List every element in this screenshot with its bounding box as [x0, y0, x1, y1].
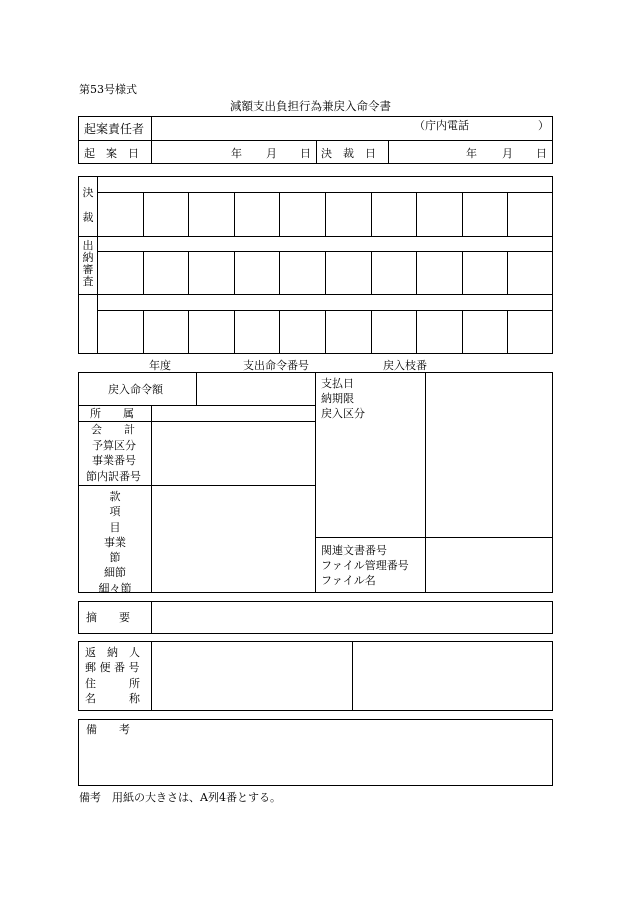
fiscal-year-label: 年度 [149, 359, 171, 372]
seal-cell[interactable] [98, 193, 142, 235]
seal-cell[interactable] [372, 311, 416, 353]
draft-month: 月 [266, 147, 277, 160]
phone-label: （庁内電話 [414, 119, 469, 132]
summary-field[interactable] [152, 602, 552, 633]
remarks-label: 備 考 [86, 723, 130, 736]
seal-cell[interactable] [508, 311, 552, 353]
seal-cell[interactable] [98, 252, 142, 293]
form-number: 第53号様式 [79, 83, 137, 96]
draft-date-label: 起 案 日 [84, 147, 139, 160]
budget-item-jigyou: 事業 [104, 535, 126, 549]
approval-section-divider-2 [78, 294, 553, 295]
form-title: 減額支出負担行為兼戻入命令書 [230, 99, 391, 113]
approval-section-divider-1 [78, 236, 553, 237]
seal-cell[interactable] [189, 193, 233, 235]
details-mid-divider [315, 372, 316, 593]
seal-cell[interactable] [235, 311, 279, 353]
returner-label: 返 納 人 [85, 646, 140, 659]
refund-branch-no-label: 戻入枝番 [383, 359, 427, 372]
seal-cell[interactable] [144, 252, 188, 293]
seal-cell[interactable] [463, 193, 507, 235]
department-label: 所 属 [90, 407, 134, 420]
seal-cell[interactable] [508, 193, 552, 235]
header-mid-divider [316, 140, 317, 164]
seal-cell[interactable] [326, 193, 370, 235]
seal-cell[interactable] [144, 193, 188, 235]
drafter-label: 起案責任者 [84, 122, 145, 136]
seal-cell[interactable] [280, 252, 324, 293]
seal-cell[interactable] [235, 193, 279, 235]
audit-label-2: 納 [82, 251, 94, 265]
seal-cell[interactable] [144, 311, 188, 353]
seal-cell[interactable] [372, 252, 416, 293]
audit-label [81, 240, 95, 288]
file-mgmt-no-label: ファイル管理番号 [321, 559, 409, 572]
refund-category-label: 戻入区分 [321, 407, 365, 420]
seal-cell[interactable] [463, 311, 507, 353]
decision-label-1: 決 [82, 186, 94, 199]
audit-label-4: 査 [82, 275, 94, 289]
seal-cell[interactable] [417, 252, 461, 293]
budget-items [80, 489, 150, 596]
decision-label-2: 裁 [82, 211, 94, 224]
seal-cell[interactable] [508, 252, 552, 293]
seal-cell[interactable] [463, 252, 507, 293]
budget-item-kan: 款 [109, 490, 121, 503]
audit-label-1: 出 [82, 239, 94, 252]
section-detail-number-label: 節内訳番号 [86, 470, 141, 483]
seal-cell[interactable] [280, 311, 324, 353]
seal-cell[interactable] [372, 193, 416, 235]
seal-cell[interactable] [189, 252, 233, 293]
summary-label: 摘 要 [86, 611, 130, 624]
decision-month: 月 [502, 147, 513, 160]
budget-item-kou: 項 [109, 505, 121, 519]
budget-item-setsu: 節 [109, 551, 121, 565]
seal-cell[interactable] [280, 193, 324, 235]
draft-year: 年 [231, 147, 242, 160]
remarks-field[interactable] [150, 720, 552, 785]
accounting-field[interactable] [152, 422, 314, 484]
payment-info-field[interactable] [426, 373, 552, 536]
payment-order-no-label: 支出命令番号 [243, 359, 309, 372]
decision-date-label: 決 裁 日 [321, 147, 376, 160]
budget-item-moku: 目 [109, 520, 121, 534]
budget-item-saisetsu: 細節 [104, 566, 126, 580]
phone-field[interactable] [475, 118, 535, 138]
seal-cell[interactable] [98, 311, 142, 353]
name-label: 名 称 [85, 692, 140, 705]
phone-close: ） [538, 119, 549, 132]
refund-amount-field[interactable] [197, 373, 314, 404]
draft-day: 日 [300, 147, 311, 160]
postal-code-label: 郵 便 番 号 [85, 661, 140, 674]
seal-cell[interactable] [235, 252, 279, 293]
related-doc-no-label: 関連文書番号 [321, 544, 387, 557]
file-name-label: ファイル名 [321, 574, 376, 587]
refund-amount-label: 戻入命令額 [108, 383, 163, 396]
due-date-label: 納期限 [321, 392, 354, 405]
budget-item-saisaisetsu: 細々節 [98, 581, 132, 595]
payer-extra-field[interactable] [353, 642, 552, 710]
decision-year: 年 [466, 147, 477, 160]
seal-cell[interactable] [189, 311, 233, 353]
department-field[interactable] [152, 406, 314, 420]
project-number-label: 事業番号 [92, 454, 136, 467]
seal-cell[interactable] [417, 193, 461, 235]
budget-items-field[interactable] [152, 486, 314, 592]
decision-day: 日 [536, 147, 547, 160]
drafter-field[interactable] [152, 117, 412, 139]
document-info-field[interactable] [426, 538, 552, 592]
seal-cell[interactable] [326, 252, 370, 293]
payer-info-field[interactable] [152, 642, 351, 710]
footnote: 備考 用紙の大きさは、A列4番とする。 [79, 791, 281, 804]
seal-cell[interactable] [417, 311, 461, 353]
budget-category-label: 予算区分 [92, 439, 136, 452]
payment-date-label: 支払日 [321, 377, 354, 390]
accounting-label: 会 計 [91, 423, 135, 436]
address-label: 住 所 [85, 677, 140, 690]
seal-cell[interactable] [326, 311, 370, 353]
audit-label-3: 審 [82, 263, 94, 277]
